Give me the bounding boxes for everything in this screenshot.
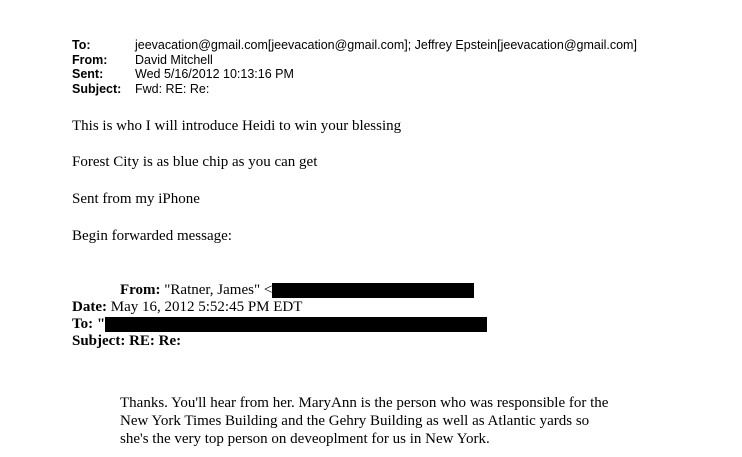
fwd-to-label: To: — [72, 316, 94, 332]
fwd-subject-row — [72, 333, 487, 350]
body-line-4: Begin forwarded message: — [72, 228, 232, 244]
subject-value: Fwd: RE: Re: — [135, 81, 210, 96]
fwd-from-value: "Ratner, James" < — [164, 282, 273, 298]
redaction-bar — [272, 283, 474, 298]
forwarded-message-body — [120, 394, 680, 448]
sent-row — [72, 67, 637, 82]
fwd-from-row — [72, 282, 487, 299]
body-line-2: Forest City is as blue chip as you can get — [72, 154, 318, 170]
body-line-3: Sent from my iPhone — [72, 191, 200, 207]
email-header — [72, 38, 637, 96]
from-value: David Mitchell — [135, 52, 213, 67]
subject-label: Subject: — [72, 81, 122, 96]
sent-value: Wed 5/16/2012 10:13:16 PM — [135, 67, 294, 81]
to-label: To: — [72, 38, 91, 52]
to-value: jeevacation@gmail.com[jeevacation@gmail.com]; Jeffrey Epstein[jeevacation@gmail.com] — [135, 38, 637, 52]
redaction-bar — [105, 317, 487, 332]
fwd-to-value: " — [96, 316, 106, 332]
from-label: From: — [72, 52, 108, 67]
paragraph-line: she's the very top person on deveoplment for us in New York. — [120, 431, 490, 447]
fwd-date-row — [72, 299, 487, 316]
fwd-to-row — [72, 316, 487, 333]
fwd-subject-label: Subject: — [72, 333, 126, 349]
fwd-date-value: May 16, 2012 5:52:45 PM EDT — [110, 299, 303, 315]
fwd-subject-value: RE: Re: — [129, 333, 182, 349]
subject-row — [72, 82, 637, 97]
body-line-1: This is who I will introduce Heidi to win your blessing — [72, 118, 402, 134]
sent-label: Sent: — [72, 67, 104, 81]
paragraph-line: Thanks. You'll hear from her. MaryAnn is the person who was responsible for the — [120, 395, 609, 411]
forwarded-header — [72, 282, 487, 350]
fwd-from-label: From: — [120, 282, 161, 298]
to-row — [72, 38, 637, 53]
fwd-date-label: Date: — [72, 299, 107, 315]
paragraph-line: New York Times Building and the Gehry Building as well as Atlantic yards so — [120, 413, 590, 429]
from-row — [72, 53, 637, 68]
